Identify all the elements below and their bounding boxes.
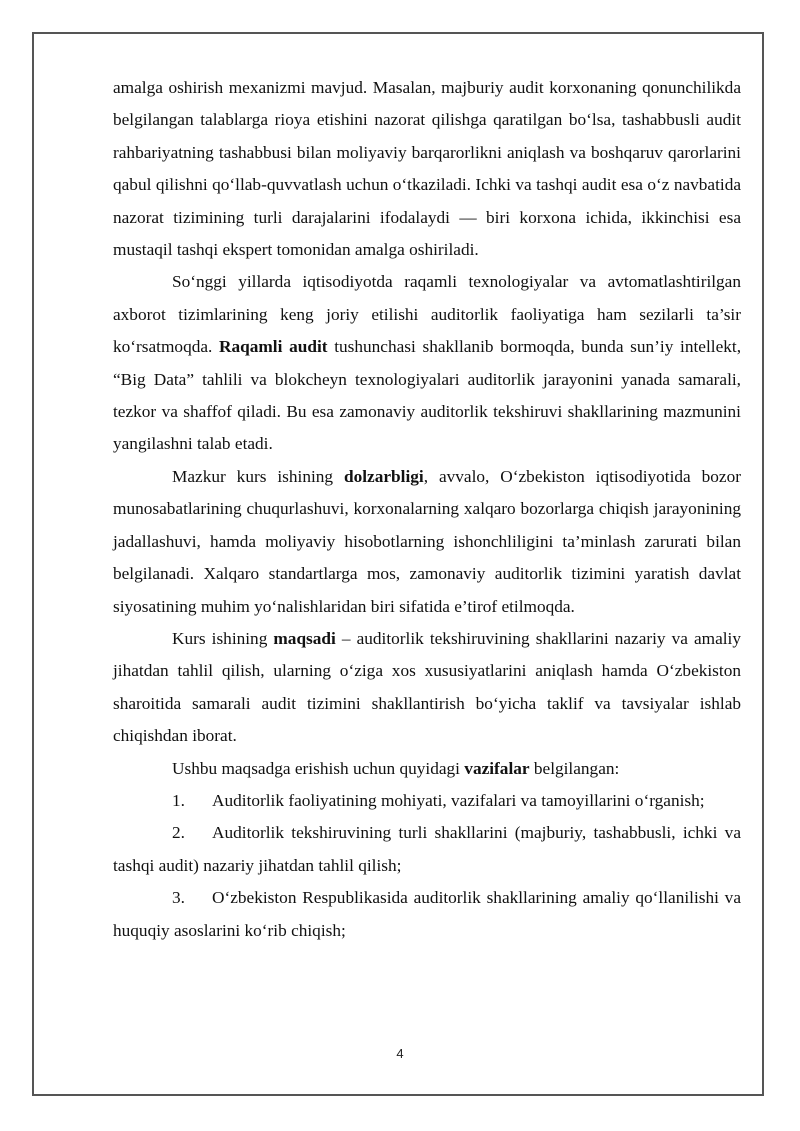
task-number: 1. (172, 790, 185, 810)
paragraph-5-text-c: belgilangan: (529, 758, 620, 778)
paragraph-2 (113, 266, 741, 460)
term-dolzarbligi: dolzarbligi (344, 466, 424, 486)
task-text: Auditorlik tekshiruvining turli shakllarini (majburiy, tashabbusli, ichki va tashqi audit) nazariy jihatdan tahlil qilish; (113, 823, 741, 875)
term-maqsadi: maqsadi (273, 628, 336, 648)
term-vazifalar: vazifalar (464, 758, 530, 778)
task-item (113, 785, 741, 817)
task-text: Auditorlik faoliyatining mohiyati, vazifalari va tamoyillarini o‘rganish; (212, 790, 705, 810)
task-item (113, 817, 741, 882)
task-number: 2. (172, 823, 185, 843)
page-number: 4 (396, 1046, 404, 1061)
paragraph-4-text-a: Kurs ishining (172, 628, 274, 648)
term-raqamli-audit: Raqamli audit (219, 337, 328, 357)
paragraph-3-text-c: , avvalo, O‘zbekiston iqtisodiyotida bozor munosabatlarining chuqurlashuvi, korxonalarning xalqaro bozorlarga chiqish jarayonining jadallashuvi, hamda moliyaviy hisobotlarning ishonchliligini ta’minlash zarurati bilan belgilanadi. Xalqaro standartlarga mos, zamonaviy auditorlik tizimini yaratish davlat siyosatining muhim yo‘nalishlaridan biri sifatida e’tirof etilmoqda. (113, 466, 741, 616)
document-body (113, 72, 741, 947)
task-number: 3. (172, 888, 185, 908)
paragraph-3-text-a: Mazkur kurs ishining (172, 466, 344, 486)
paragraph-2-text-c: tushunchasi shakllanib bormoqda, bunda sun’iy intellekt, “Big Data” tahlili va blokcheyn texnologiyalari auditorlik jarayonini yanada samarali, tezkor va shaffof qiladi. Bu esa zamonaviy auditorlik tekshiruvi shakllarining mazmunini yangilashni talab etadi. (113, 337, 742, 454)
paragraph-1: amalga oshirish mexanizmi mavjud. Masalan, majburiy audit korxonaning qonunchilikda belgilangan talablarga rioya etishini nazorat qilishga qaratilgan bo‘lsa, tashabbusli audit rahbariyatning tashabbusi bilan moliyaviy barqarorlikni aniqlash va boshqaruv qarorlarini qabul qilishni qo‘llab-quvvatlash uchun o‘tkaziladi. Ichki va tashqi audit esa o‘z navbatida nazorat tizimining turli darajalarini ifodalaydi — biri korxona ichida, ikkinchisi esa mustaqil tashqi ekspert tomonidan amalga oshiriladi. (113, 78, 741, 260)
paragraph-2-text-a: So‘nggi yillarda iqtisodiyotda raqamli texnologiyalar va avtomatlashtirilgan axborot tizimlarining keng joriy etilishi auditorlik faoliyatiga ham sezilarli ta’sir ko‘rsatmoqda. (113, 272, 741, 357)
task-item (113, 882, 741, 947)
paragraph-4 (113, 623, 741, 753)
task-text: O‘zbekiston Respublikasida auditorlik shakllarining amaliy qo‘llanilishi va huquqiy asoslarini ko‘rib chiqish; (113, 888, 741, 940)
paragraph-4-text-c: – auditorlik tekshiruvining shakllarini nazariy va amaliy jihatdan tahlil qilish, ularning o‘ziga xos xususiyatlarini aniqlash hamda O‘zbekiston sharoitida samarali audit tizimini shakllantirish bo‘yicha taklif va tavsiyalar ishlab chiqishdan iborat. (113, 628, 741, 746)
paragraph-5-text-a: Ushbu maqsadga erishish uchun quyidagi (172, 758, 465, 778)
paragraph-5 (113, 753, 741, 785)
paragraph-3 (113, 461, 741, 623)
